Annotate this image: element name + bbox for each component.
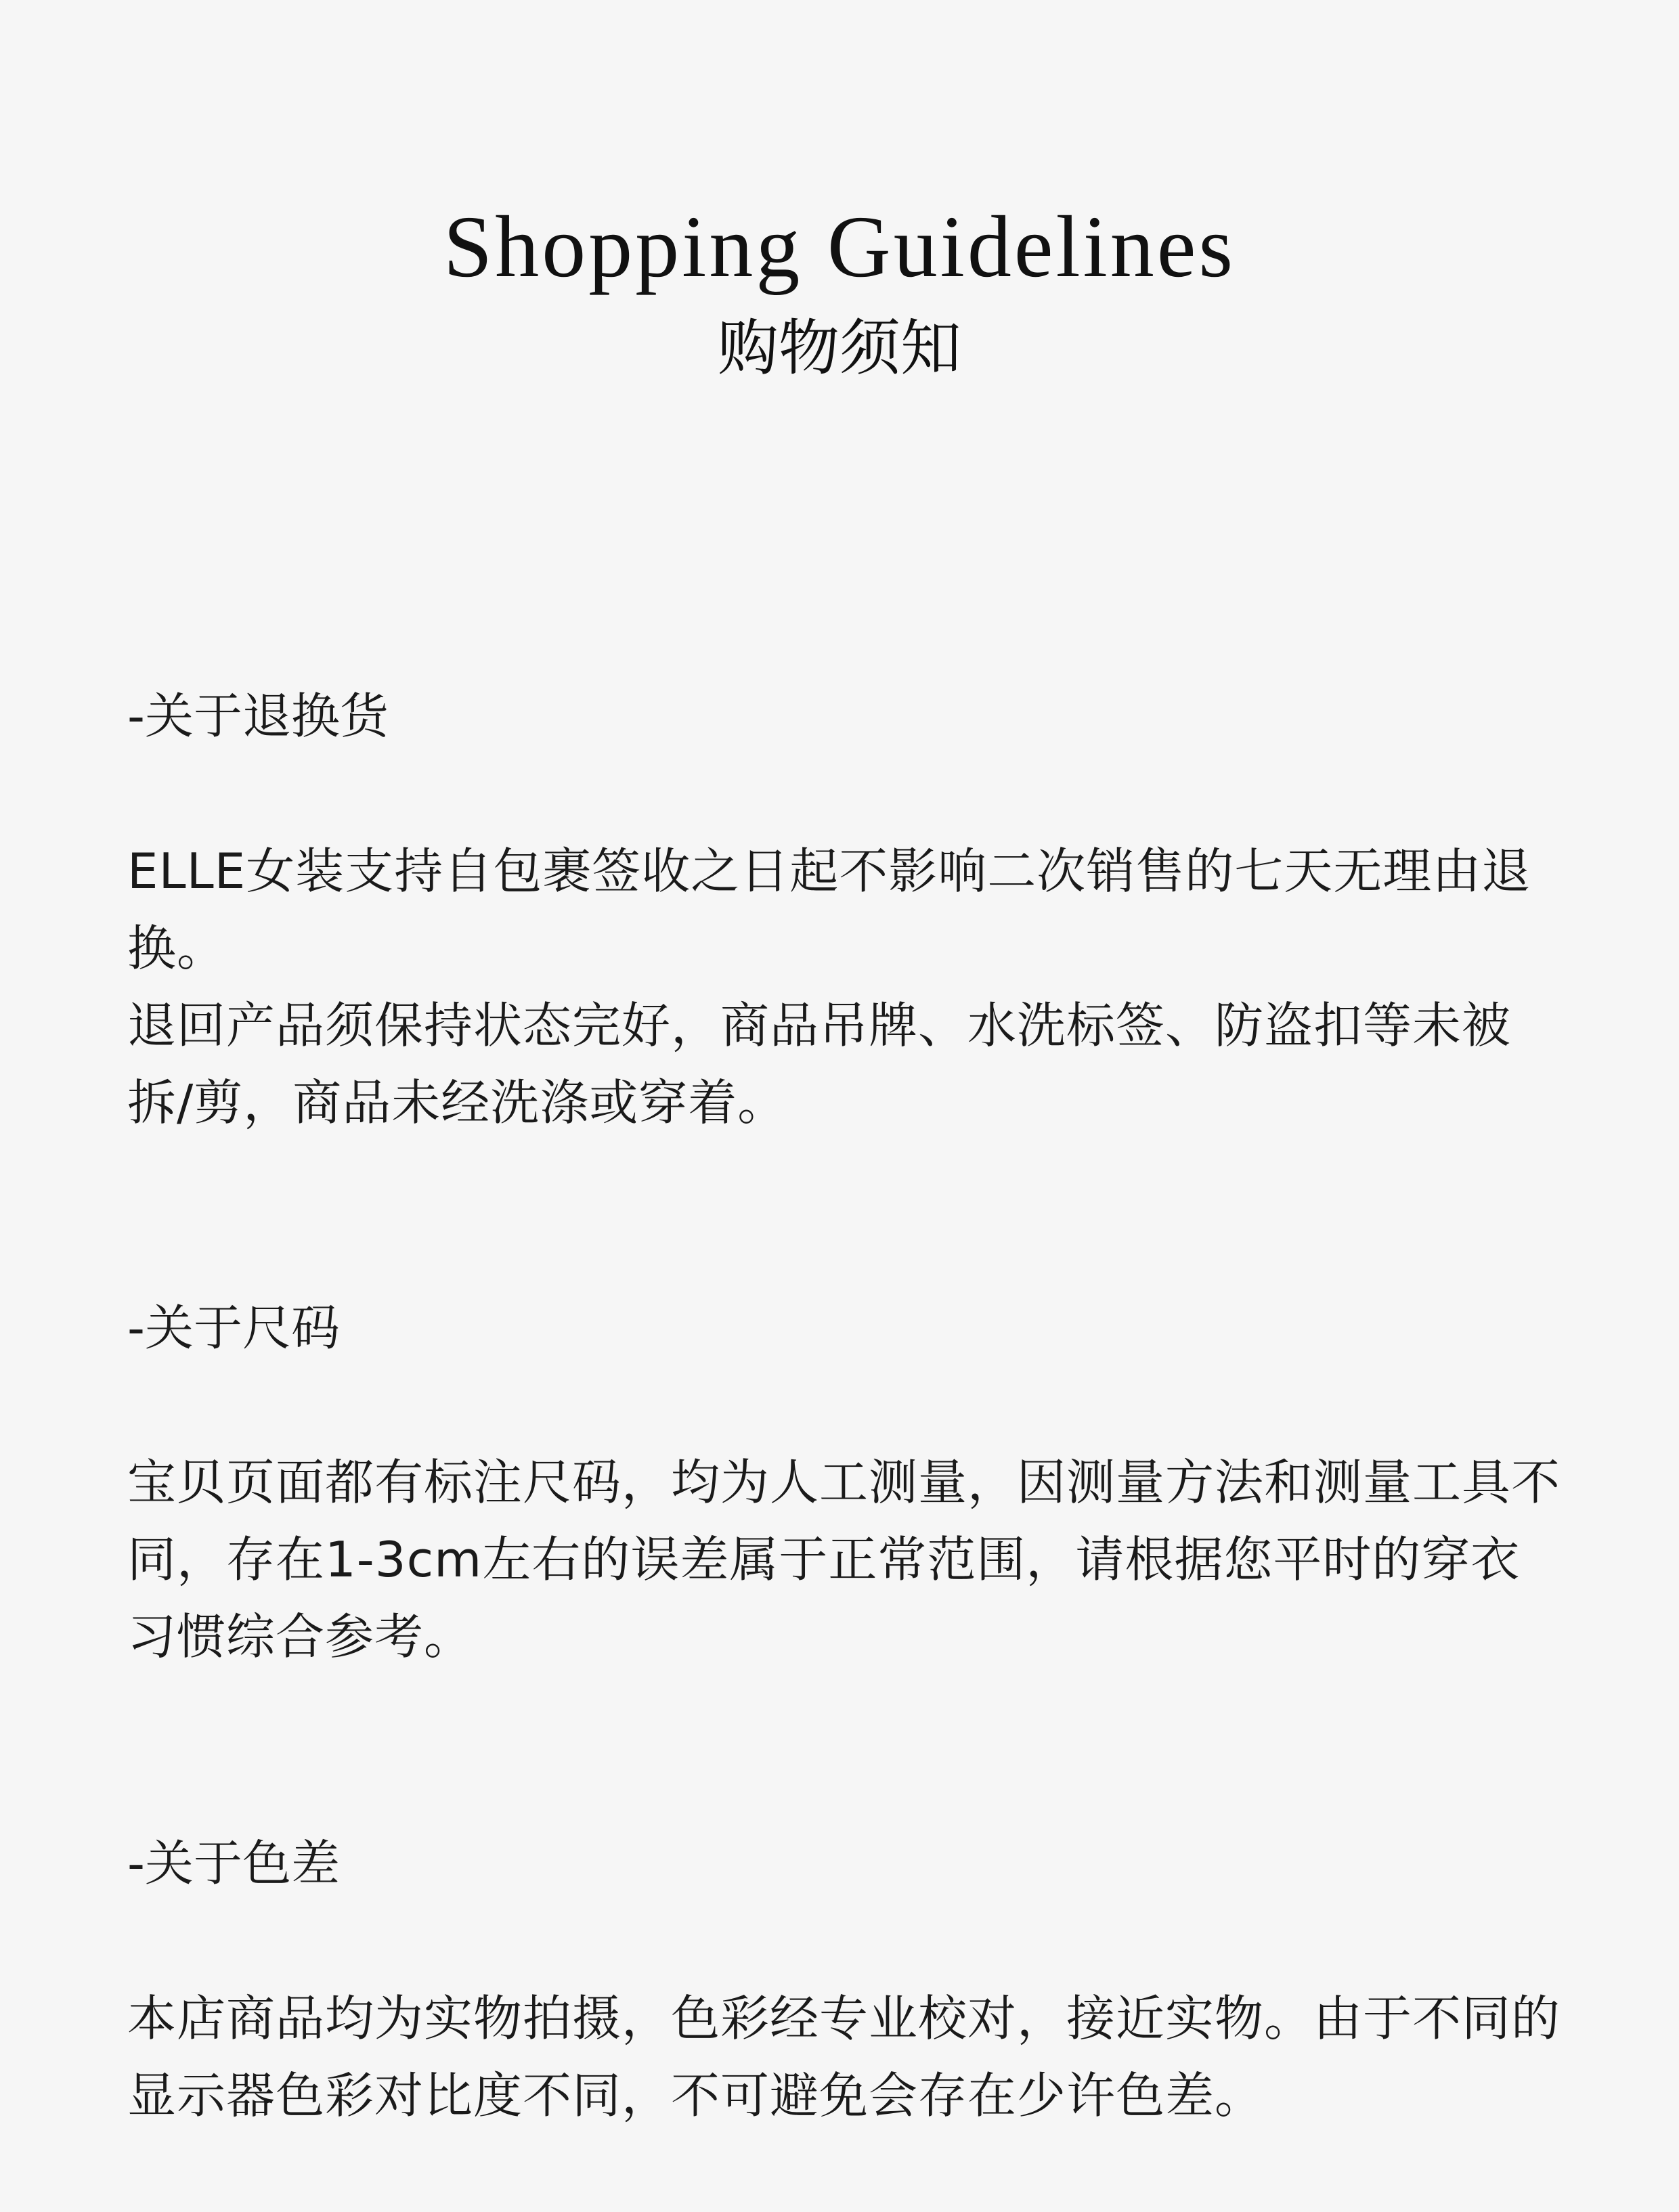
page-title-chinese: 购物须知: [718, 313, 961, 384]
section-body-color-difference: [127, 1980, 1563, 2134]
section-heading-color-difference: -关于色差: [127, 1835, 340, 1892]
section-heading-returns: -关于退换货: [127, 688, 389, 745]
sizes-paragraph-1: 宝贝页面都有标注尺码，均为人工测量，因测量方法和测量工具不同，存在1-3cm左右的误差属于正常范围，请根据您平时的穿衣习惯综合参考。: [127, 1454, 1561, 1665]
section-body-sizes: [127, 1444, 1563, 1675]
page-header: [0, 193, 1679, 389]
section-heading-sizes: -关于尺码: [127, 1300, 340, 1356]
color-difference-paragraph-1: 本店商品均为实物拍摄，色彩经专业校对，接近实物。由于不同的显示器色彩对比度不同，不可避免会存在少许色差。: [127, 1990, 1561, 2124]
page-title-english: Shopping Guidelines: [443, 198, 1236, 296]
returns-paragraph-1: ELLE女装支持自包裹签收之日起不影响二次销售的七天无理由退换。: [127, 843, 1531, 977]
returns-paragraph-2: 退回产品须保持状态完好，商品吊牌、水洗标签、防盗扣等未被拆/剪，商品未经洗涤或穿着。: [127, 997, 1512, 1131]
section-body-returns: [127, 833, 1563, 1141]
